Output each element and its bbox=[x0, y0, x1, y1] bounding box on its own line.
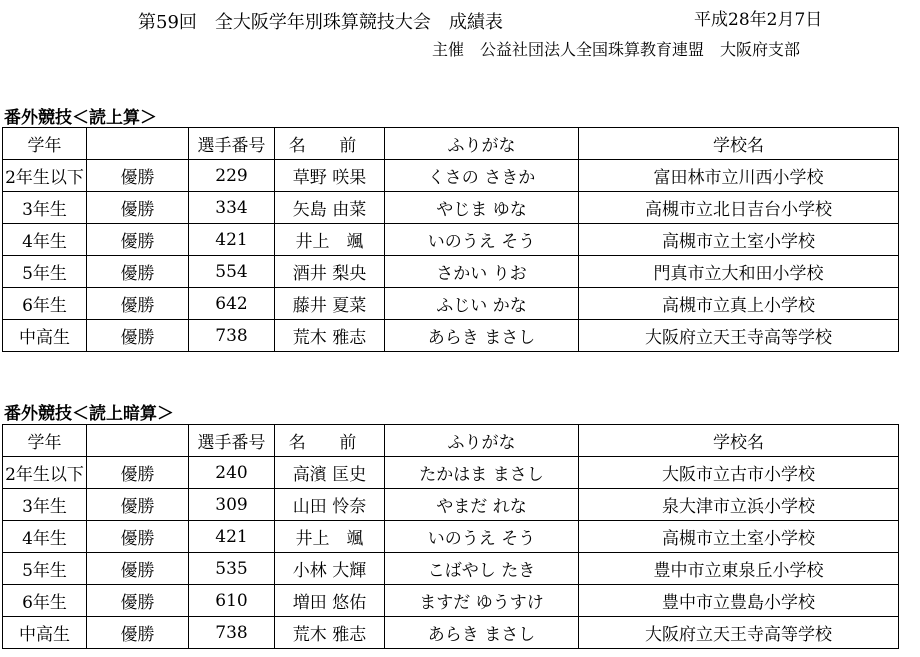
grade-cell: 6年生 bbox=[3, 288, 87, 320]
table-row bbox=[3, 617, 899, 649]
entry-number-cell: 535 bbox=[189, 553, 275, 585]
table-row bbox=[3, 320, 899, 352]
furigana-cell: ますだ ゆうすけ bbox=[385, 585, 579, 617]
grade-cell: 4年生 bbox=[3, 224, 87, 256]
table-body bbox=[3, 457, 899, 649]
furigana-cell: さかい りお bbox=[385, 256, 579, 288]
column-header-name: 名 前 bbox=[275, 128, 385, 160]
school-cell: 高槻市立北日吉台小学校 bbox=[579, 192, 899, 224]
award-cell: 優勝 bbox=[87, 585, 189, 617]
grade-cell: 中高生 bbox=[3, 617, 87, 649]
entry-number-cell: 642 bbox=[189, 288, 275, 320]
grade-cell: 5年生 bbox=[3, 553, 87, 585]
furigana-cell: こばやし たき bbox=[385, 553, 579, 585]
name-cell: 荒木 雅志 bbox=[275, 320, 385, 352]
section-heading-yomiage-zan: 番外競技＜読上算＞ bbox=[4, 108, 157, 128]
entry-number-cell: 554 bbox=[189, 256, 275, 288]
column-header-award bbox=[87, 128, 189, 160]
school-cell: 豊中市立東泉丘小学校 bbox=[579, 553, 899, 585]
grade-cell: 中高生 bbox=[3, 320, 87, 352]
entry-number-cell: 309 bbox=[189, 489, 275, 521]
furigana-cell: くさの さきか bbox=[385, 160, 579, 192]
school-cell: 高槻市立土室小学校 bbox=[579, 521, 899, 553]
column-header-grade: 学年 bbox=[3, 425, 87, 457]
entry-number-cell: 229 bbox=[189, 160, 275, 192]
table-row bbox=[3, 192, 899, 224]
furigana-cell: ふじい かな bbox=[385, 288, 579, 320]
name-cell: 矢島 由菜 bbox=[275, 192, 385, 224]
table-header-row bbox=[3, 425, 899, 457]
column-header-furigana: ふりがな bbox=[385, 425, 579, 457]
school-cell: 大阪市立古市小学校 bbox=[579, 457, 899, 489]
award-cell: 優勝 bbox=[87, 553, 189, 585]
entry-number-cell: 421 bbox=[189, 521, 275, 553]
table-row bbox=[3, 224, 899, 256]
furigana-cell: やじま ゆな bbox=[385, 192, 579, 224]
organizer-line: 主催 公益社団法人全国珠算教育連盟 大阪府支部 bbox=[432, 40, 801, 59]
column-header-name: 名 前 bbox=[275, 425, 385, 457]
award-cell: 優勝 bbox=[87, 489, 189, 521]
table-row bbox=[3, 160, 899, 192]
entry-number-cell: 421 bbox=[189, 224, 275, 256]
table-row bbox=[3, 457, 899, 489]
name-cell: 井上 颯 bbox=[275, 224, 385, 256]
school-cell: 豊中市立豊島小学校 bbox=[579, 585, 899, 617]
column-header-school: 学校名 bbox=[579, 128, 899, 160]
furigana-cell: たかはま まさし bbox=[385, 457, 579, 489]
grade-cell: 4年生 bbox=[3, 521, 87, 553]
column-header-grade: 学年 bbox=[3, 128, 87, 160]
furigana-cell: あらき まさし bbox=[385, 320, 579, 352]
furigana-cell: いのうえ そう bbox=[385, 224, 579, 256]
column-header-award bbox=[87, 425, 189, 457]
entry-number-cell: 334 bbox=[189, 192, 275, 224]
name-cell: 酒井 梨央 bbox=[275, 256, 385, 288]
award-cell: 優勝 bbox=[87, 521, 189, 553]
school-cell: 門真市立大和田小学校 bbox=[579, 256, 899, 288]
entry-number-cell: 738 bbox=[189, 617, 275, 649]
award-cell: 優勝 bbox=[87, 224, 189, 256]
grade-cell: 3年生 bbox=[3, 192, 87, 224]
document-title: 第59回 全大阪学年別珠算競技大会 成績表 bbox=[138, 12, 503, 33]
name-cell: 小林 大輝 bbox=[275, 553, 385, 585]
name-cell: 山田 怜奈 bbox=[275, 489, 385, 521]
award-cell: 優勝 bbox=[87, 192, 189, 224]
award-cell: 優勝 bbox=[87, 256, 189, 288]
name-cell: 荒木 雅志 bbox=[275, 617, 385, 649]
grade-cell: 2年生以下 bbox=[3, 457, 87, 489]
furigana-cell: やまだ れな bbox=[385, 489, 579, 521]
table-row bbox=[3, 585, 899, 617]
school-cell: 泉大津市立浜小学校 bbox=[579, 489, 899, 521]
school-cell: 大阪府立天王寺高等学校 bbox=[579, 617, 899, 649]
grade-cell: 3年生 bbox=[3, 489, 87, 521]
table-row bbox=[3, 489, 899, 521]
results-table-yomiage-anzan bbox=[2, 424, 899, 649]
table-body bbox=[3, 160, 899, 352]
section-heading-yomiage-anzan: 番外競技＜読上暗算＞ bbox=[4, 404, 174, 424]
award-cell: 優勝 bbox=[87, 288, 189, 320]
name-cell: 井上 颯 bbox=[275, 521, 385, 553]
name-cell: 藤井 夏菜 bbox=[275, 288, 385, 320]
school-cell: 高槻市立真上小学校 bbox=[579, 288, 899, 320]
school-cell: 大阪府立天王寺高等学校 bbox=[579, 320, 899, 352]
grade-cell: 6年生 bbox=[3, 585, 87, 617]
grade-cell: 5年生 bbox=[3, 256, 87, 288]
document-date: 平成28年2月7日 bbox=[694, 10, 823, 30]
furigana-cell: いのうえ そう bbox=[385, 521, 579, 553]
entry-number-cell: 610 bbox=[189, 585, 275, 617]
entry-number-cell: 738 bbox=[189, 320, 275, 352]
school-cell: 高槻市立土室小学校 bbox=[579, 224, 899, 256]
award-cell: 優勝 bbox=[87, 457, 189, 489]
name-cell: 高濱 匡史 bbox=[275, 457, 385, 489]
table-row bbox=[3, 553, 899, 585]
column-header-furigana: ふりがな bbox=[385, 128, 579, 160]
column-header-entry-number: 選手番号 bbox=[189, 128, 275, 160]
award-cell: 優勝 bbox=[87, 160, 189, 192]
table-row bbox=[3, 288, 899, 320]
furigana-cell: あらき まさし bbox=[385, 617, 579, 649]
school-cell: 富田林市立川西小学校 bbox=[579, 160, 899, 192]
award-cell: 優勝 bbox=[87, 617, 189, 649]
column-header-school: 学校名 bbox=[579, 425, 899, 457]
name-cell: 増田 悠佑 bbox=[275, 585, 385, 617]
table-row bbox=[3, 256, 899, 288]
table-row bbox=[3, 521, 899, 553]
name-cell: 草野 咲果 bbox=[275, 160, 385, 192]
entry-number-cell: 240 bbox=[189, 457, 275, 489]
column-header-entry-number: 選手番号 bbox=[189, 425, 275, 457]
award-cell: 優勝 bbox=[87, 320, 189, 352]
table-header-row bbox=[3, 128, 899, 160]
results-table-yomiage-zan bbox=[2, 127, 899, 352]
grade-cell: 2年生以下 bbox=[3, 160, 87, 192]
